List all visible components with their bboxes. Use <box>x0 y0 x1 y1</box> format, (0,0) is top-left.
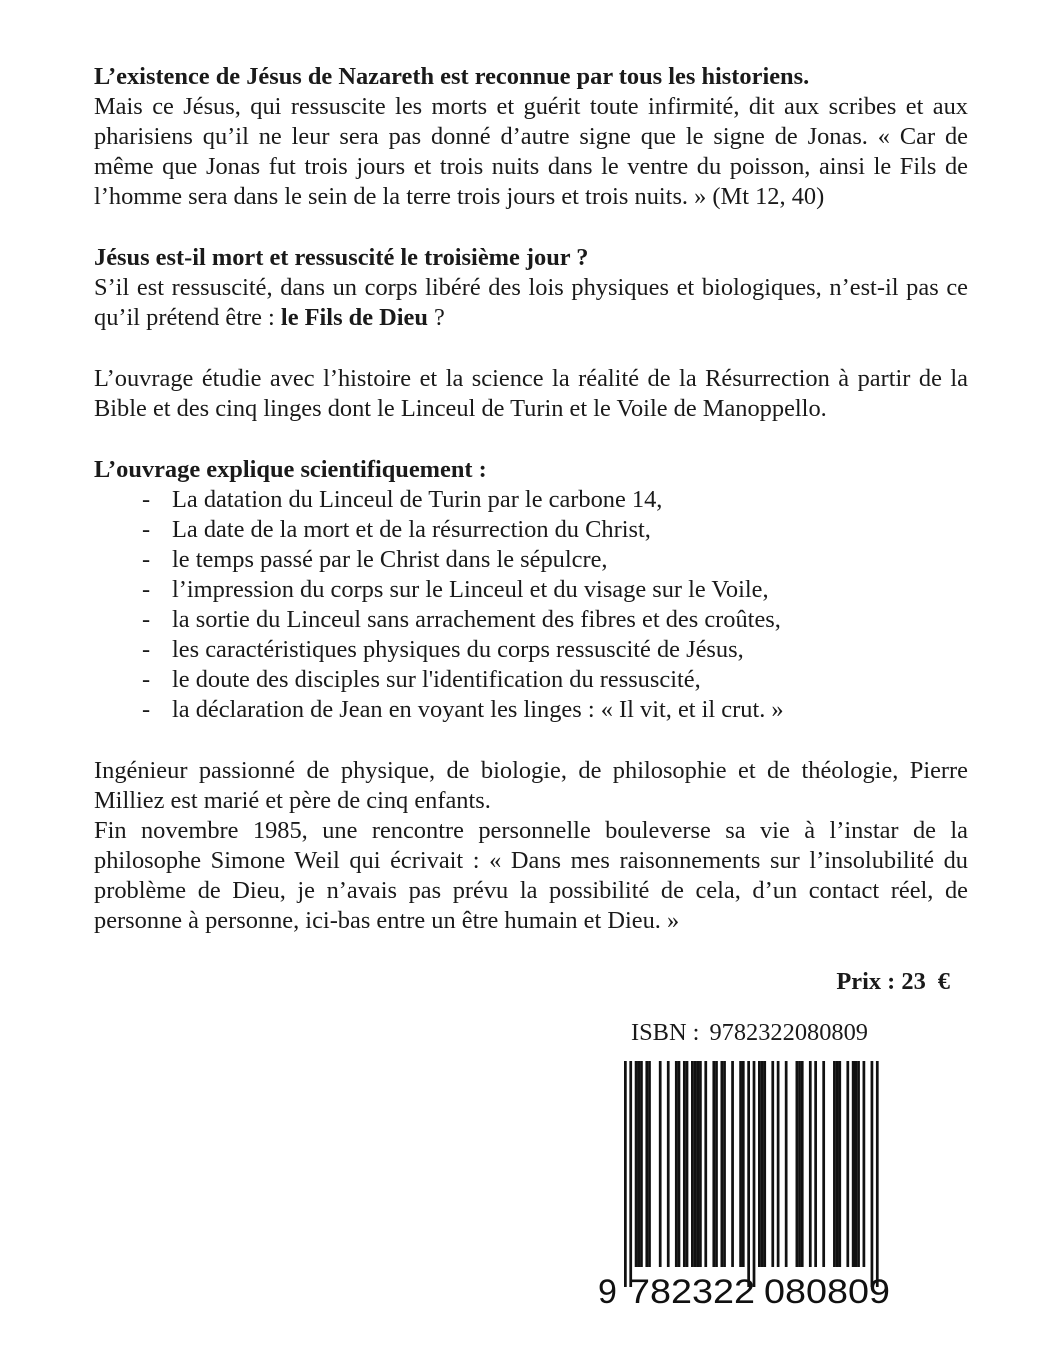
explains-heading: L’ouvrage explique scientifiquement : <box>94 456 487 483</box>
barcode-bar <box>645 1061 648 1267</box>
isbn-label: ISBN : 9782322080809 <box>631 1019 868 1046</box>
barcode-bar <box>833 1061 836 1267</box>
barcode-bar <box>739 1061 742 1267</box>
barcode-bar <box>696 1061 699 1267</box>
barcode-bar <box>686 1061 689 1267</box>
intro-heading: L’existence de Jésus de Nazareth est reconnue par tous les historiens. <box>94 63 810 90</box>
barcode-bar <box>796 1061 799 1267</box>
cover-text <box>94 62 968 936</box>
barcode-bar <box>777 1061 780 1267</box>
barcode-bar <box>836 1061 839 1267</box>
question-body: S’il est ressuscité, dans un corps libéré des lois physiques et biologiques, n’est-il pas ce qu’il prétend être : le Fils de Dieu ? <box>94 274 968 331</box>
barcode-bar <box>720 1061 723 1267</box>
barcode-bar <box>715 1061 718 1267</box>
barcode-bar <box>854 1061 857 1267</box>
barcode-bar <box>801 1061 804 1267</box>
explains-list <box>94 485 968 725</box>
barcode-bar <box>809 1061 812 1267</box>
barcode-bar <box>704 1061 707 1267</box>
barcode-bar <box>629 1061 632 1287</box>
barcode-right-digits: 080809 <box>764 1273 890 1309</box>
barcode-bar <box>852 1061 855 1267</box>
barcode-bar <box>712 1061 715 1267</box>
isbn-barcode <box>598 1061 906 1309</box>
barcode-bar <box>648 1061 651 1267</box>
barcode-bar <box>667 1061 670 1267</box>
barcode-bar <box>675 1061 678 1267</box>
barcode-bar <box>694 1061 697 1267</box>
barcode-bar <box>758 1061 761 1267</box>
barcode-bar <box>640 1061 643 1267</box>
barcode-bar <box>753 1061 756 1287</box>
barcode-bar <box>659 1061 662 1267</box>
barcode-bar <box>857 1061 860 1267</box>
list-item: - La datation du Linceul de Turin par le carbone 14, <box>142 486 663 513</box>
barcode-bar <box>683 1061 686 1267</box>
barcode-bar <box>699 1061 702 1267</box>
barcode-left-digits: 782322 <box>629 1273 755 1309</box>
barcode-first-digit: 9 <box>598 1273 617 1309</box>
fils-de-dieu-emphasis: le Fils de Dieu <box>280 304 428 331</box>
price-label: Prix : 23 € <box>836 968 950 995</box>
barcode-bar <box>846 1061 849 1267</box>
barcode-bar <box>763 1061 766 1267</box>
barcode-bar <box>871 1061 874 1287</box>
list-item: - l’impression du corps sur le Linceul et du visage sur le Voile, <box>142 576 769 603</box>
list-item: - La date de la mort et de la résurrection du Christ, <box>142 516 651 543</box>
study-body: L’ouvrage étudie avec l’histoire et la science la réalité de la Résurrection à partir de la Bible et des cinq linges dont le Linceul de Turin et le Voile de Manoppello. <box>94 365 968 422</box>
barcode-bar <box>761 1061 764 1267</box>
barcode-bar <box>838 1061 841 1267</box>
intro-body: Mais ce Jésus, qui ressuscite les morts et guérit toute infirmité, dit aux scribes et aux pharisiens qu’il ne leur sera pas donné d’autre signe que le signe de Jonas. « Car de même que Jonas fut trois jours et trois nuits dans le ventre du poisson, ainsi le Fils de l’homme sera dans le sein de la terre trois jours et trois nuits. » (Mt 12, 40) <box>94 93 968 210</box>
barcode-bar <box>876 1061 879 1287</box>
list-item: - le temps passé par le Christ dans le sépulcre, <box>142 546 608 573</box>
barcode-bar <box>637 1061 640 1267</box>
barcode-bar <box>822 1061 825 1267</box>
question-heading: Jésus est-il mort et ressuscité le troisième jour ? <box>94 244 589 271</box>
barcode-bar <box>863 1061 866 1267</box>
barcode-bar <box>742 1061 745 1267</box>
barcode-bar <box>723 1061 726 1267</box>
barcode-bar <box>678 1061 681 1267</box>
author-bio: Ingénieur passionné de physique, de biologie, de philosophie et de théologie, Pierre Milliez est marié et père de cinq enfants. <box>94 757 968 814</box>
barcode-bar <box>771 1061 774 1267</box>
list-item: - la sortie du Linceul sans arrachement des fibres et des croûtes, <box>142 606 781 633</box>
barcode-bar <box>635 1061 638 1267</box>
barcode-bar <box>814 1061 817 1267</box>
barcode-bar <box>785 1061 788 1267</box>
barcode-bar <box>731 1061 734 1267</box>
barcode-bar <box>691 1061 694 1267</box>
list-item: - les caractéristiques physiques du corps ressuscité de Jésus, <box>142 636 744 663</box>
barcode-bar <box>798 1061 801 1267</box>
barcode-bar <box>624 1061 627 1287</box>
list-item: - la déclaration de Jean en voyant les linges : « Il vit, et il crut. » <box>142 696 784 723</box>
barcode-bar <box>747 1061 750 1287</box>
list-item: - le doute des disciples sur l'identification du ressuscité, <box>142 666 701 693</box>
author-story: Fin novembre 1985, une rencontre personnelle bouleverse sa vie à l’instar de la philosophe Simone Weil qui écrivait : « Dans mes raisonnements sur l’insolubilité du problème de Dieu, je n’avais pas prévu la possibilité de cela, d’un contact réel, de personne à personne, ici-bas entre un être humain et Dieu. » <box>94 817 968 934</box>
